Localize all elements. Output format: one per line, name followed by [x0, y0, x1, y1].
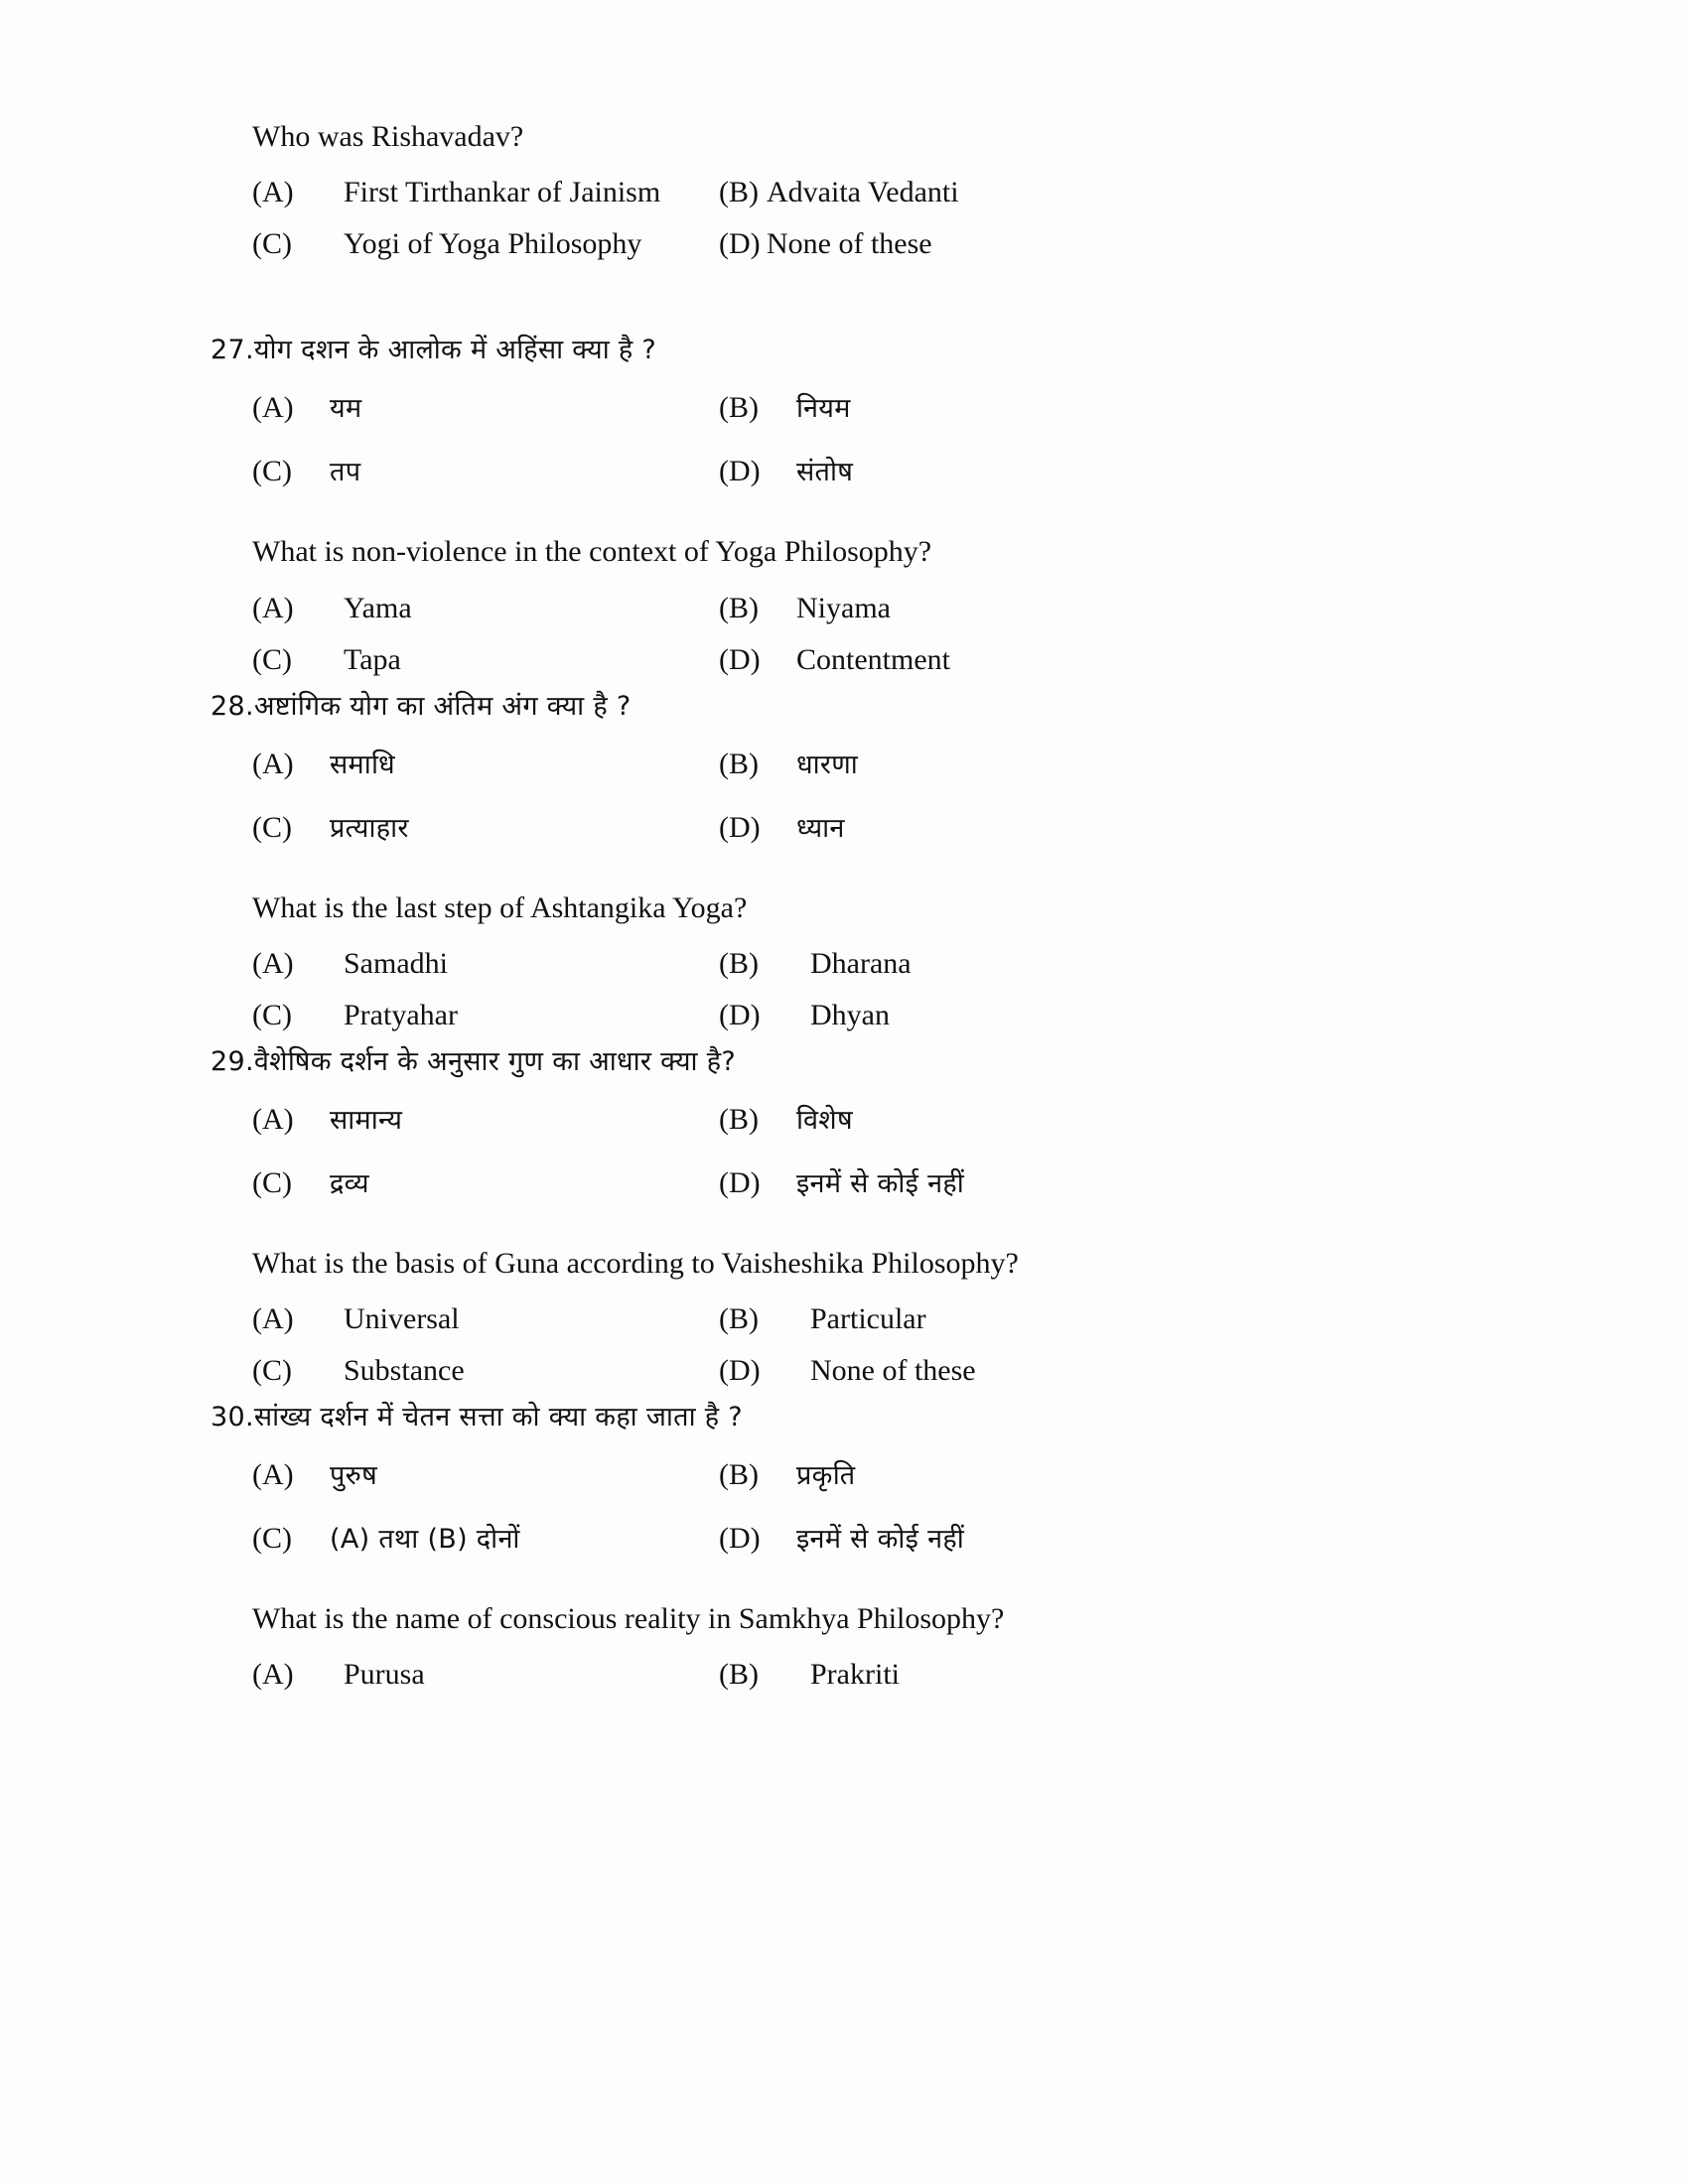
option-text: नियम — [796, 393, 851, 425]
question-block-q30-english — [211, 1601, 1402, 1692]
option-row — [252, 1455, 1245, 1492]
option-a[interactable] — [252, 176, 719, 209]
option-label: (C) — [252, 642, 292, 676]
question-number: 27. — [211, 335, 254, 366]
option-label: (B) — [719, 1302, 759, 1336]
option-text: इनमें से कोई नहीं — [796, 1167, 964, 1199]
option-row — [252, 999, 1245, 1032]
option-row — [252, 592, 1245, 625]
option-b[interactable] — [719, 388, 1186, 425]
option-row — [252, 227, 1245, 261]
option-row — [252, 947, 1245, 981]
option-label: (B) — [719, 946, 759, 980]
option-row — [252, 643, 1245, 677]
question-text: सांख्य दर्शन में चेतन सत्ता को क्या कहा जाता है ? — [253, 1402, 743, 1433]
question-text: वैशेषिक दर्शन के अनुसार गुण का आधार क्या है? — [253, 1045, 736, 1077]
option-b[interactable] — [719, 947, 1186, 981]
question-text: योग दशन के आलोक में अहिंसा क्या है ? — [253, 335, 657, 366]
question-block-q28-hindi — [211, 691, 1402, 845]
option-text: Prakriti — [810, 1658, 900, 1692]
option-text: Purusa — [344, 1658, 425, 1692]
option-c[interactable] — [252, 643, 719, 677]
option-label: (D) — [719, 998, 761, 1031]
option-row — [252, 1354, 1245, 1388]
option-label: (C) — [252, 227, 292, 261]
option-text: समाधि — [330, 749, 395, 780]
option-grid — [211, 947, 1402, 1032]
option-c[interactable] — [252, 452, 719, 488]
option-text: Yama — [344, 591, 412, 624]
question-stem: What is the basis of Guna according to Vaisheshika Philosophy? — [252, 1246, 1019, 1280]
question-block-q27-hindi — [211, 335, 1402, 488]
option-label: (D) — [719, 642, 761, 676]
option-b[interactable] — [719, 1455, 1186, 1492]
question-list — [211, 119, 1402, 1692]
option-grid — [211, 1455, 1402, 1556]
option-text: इनमें से कोई नहीं — [796, 1524, 964, 1555]
option-row — [252, 1658, 1245, 1692]
question-block-q28-english — [211, 890, 1402, 1032]
option-c[interactable] — [252, 808, 719, 845]
option-text: धारणा — [796, 749, 859, 780]
option-label: (D) — [719, 1522, 761, 1555]
option-a[interactable] — [252, 592, 719, 625]
option-text: तप — [330, 457, 361, 488]
option-b[interactable] — [719, 1658, 1186, 1692]
question-stem: What is the last step of Ashtangika Yoga? — [252, 890, 748, 924]
option-text: पुरुष — [330, 1460, 377, 1491]
option-d[interactable] — [719, 808, 1186, 845]
option-text: Contentment — [796, 642, 950, 676]
option-row — [252, 1302, 1245, 1336]
question-stem — [211, 1046, 1402, 1078]
option-d[interactable] — [719, 1354, 1186, 1388]
option-b[interactable] — [719, 745, 1186, 781]
option-text: None of these — [767, 227, 932, 261]
option-text: विशेष — [796, 1104, 853, 1136]
option-grid — [211, 1658, 1402, 1692]
option-text: (A) तथा (B) दोनों — [330, 1524, 520, 1555]
option-label: (D) — [719, 455, 761, 488]
option-grid — [211, 176, 1402, 261]
option-row — [252, 1100, 1245, 1137]
question-stem — [211, 335, 1402, 366]
option-b[interactable] — [719, 176, 1186, 209]
option-label: (A) — [252, 1658, 294, 1692]
option-a[interactable] — [252, 1100, 719, 1137]
option-text: First Tirthankar of Jainism — [344, 176, 661, 209]
option-text: Substance — [344, 1354, 465, 1388]
option-label: (D) — [719, 227, 761, 261]
option-text: ध्यान — [796, 812, 845, 844]
option-label: (B) — [719, 747, 759, 780]
option-label: (B) — [719, 1658, 759, 1692]
option-grid — [211, 1100, 1402, 1200]
option-label: (A) — [252, 591, 294, 624]
option-label: (A) — [252, 1302, 294, 1336]
option-a[interactable] — [252, 1455, 719, 1492]
question-number: 30. — [211, 1402, 254, 1433]
option-b[interactable] — [719, 592, 1186, 625]
option-label: (A) — [252, 1102, 294, 1136]
question-stem — [211, 1402, 1402, 1433]
option-text: संतोष — [796, 457, 854, 488]
option-label: (C) — [252, 1354, 292, 1388]
question-stem: What is the name of conscious reality in Samkhya Philosophy? — [252, 1602, 1005, 1635]
option-label: (C) — [252, 455, 292, 488]
option-b[interactable] — [719, 1302, 1186, 1336]
question-stem — [211, 691, 1402, 723]
question-block-q30-hindi — [211, 1402, 1402, 1556]
option-text: यम — [330, 393, 362, 425]
question-stem: What is non-violence in the context of Yoga Philosophy? — [252, 535, 932, 569]
option-d[interactable] — [719, 643, 1186, 677]
question-text: अष्टांगिक योग का अंतिम अंग क्या है ? — [253, 690, 632, 722]
option-label: (A) — [252, 946, 294, 980]
option-grid — [211, 1302, 1402, 1388]
option-d[interactable] — [719, 452, 1186, 488]
option-text: Universal — [344, 1302, 460, 1336]
option-d[interactable] — [719, 999, 1186, 1032]
question-block-q27-english — [211, 534, 1402, 676]
option-label: (B) — [719, 391, 759, 425]
option-text: प्रकृति — [796, 1460, 856, 1491]
option-row — [252, 388, 1245, 425]
option-row — [252, 1519, 1245, 1556]
option-row — [252, 745, 1245, 781]
option-label: (D) — [719, 810, 761, 844]
option-text: Tapa — [344, 642, 401, 676]
option-text: सामान्य — [330, 1104, 403, 1136]
option-a[interactable] — [252, 947, 719, 981]
option-a[interactable] — [252, 388, 719, 425]
option-text: Pratyahar — [344, 998, 458, 1031]
option-a[interactable] — [252, 745, 719, 781]
option-text: Advaita Vedanti — [767, 176, 959, 209]
option-label: (A) — [252, 391, 294, 425]
option-a[interactable] — [252, 1302, 719, 1336]
option-label: (C) — [252, 810, 292, 844]
question-block-q29-english — [211, 1246, 1402, 1388]
question-block-q26-english — [211, 119, 1402, 261]
option-text: Samadhi — [344, 946, 448, 980]
option-label: (D) — [719, 1354, 761, 1388]
option-d[interactable] — [719, 1519, 1186, 1556]
option-d[interactable] — [719, 227, 1186, 261]
option-label: (B) — [719, 1458, 759, 1491]
option-grid — [211, 745, 1402, 845]
option-text: Dharana — [810, 946, 912, 980]
option-text: None of these — [810, 1354, 976, 1388]
option-c[interactable] — [252, 1354, 719, 1388]
option-label: (A) — [252, 1458, 294, 1491]
option-label: (A) — [252, 747, 294, 780]
option-text: प्रत्याहार — [330, 812, 409, 844]
option-d[interactable] — [719, 1163, 1186, 1200]
option-text: Particular — [810, 1302, 926, 1336]
option-text: द्रव्य — [330, 1167, 369, 1199]
option-b[interactable] — [719, 1100, 1186, 1137]
option-a[interactable] — [252, 1658, 719, 1692]
question-stem: Who was Rishavadav? — [252, 120, 524, 153]
option-c[interactable] — [252, 227, 719, 261]
option-label: (A) — [252, 176, 294, 209]
option-label: (C) — [252, 998, 292, 1031]
option-label: (B) — [719, 1102, 759, 1136]
option-row — [252, 1163, 1245, 1200]
option-label: (B) — [719, 591, 759, 624]
option-row — [252, 452, 1245, 488]
option-c[interactable] — [252, 1519, 719, 1556]
option-text: Yogi of Yoga Philosophy — [344, 227, 642, 261]
option-text: Dhyan — [810, 998, 890, 1031]
option-grid — [211, 592, 1402, 677]
option-label: (D) — [719, 1165, 761, 1199]
option-c[interactable] — [252, 999, 719, 1032]
question-number: 28. — [211, 690, 254, 722]
question-block-q29-hindi — [211, 1046, 1402, 1200]
option-label: (C) — [252, 1165, 292, 1199]
option-text: Niyama — [796, 591, 891, 624]
option-label: (B) — [719, 176, 759, 209]
option-row — [252, 808, 1245, 845]
option-c[interactable] — [252, 1163, 719, 1200]
option-grid — [211, 388, 1402, 488]
option-label: (C) — [252, 1522, 292, 1555]
option-row — [252, 176, 1245, 209]
question-number: 29. — [211, 1045, 254, 1077]
